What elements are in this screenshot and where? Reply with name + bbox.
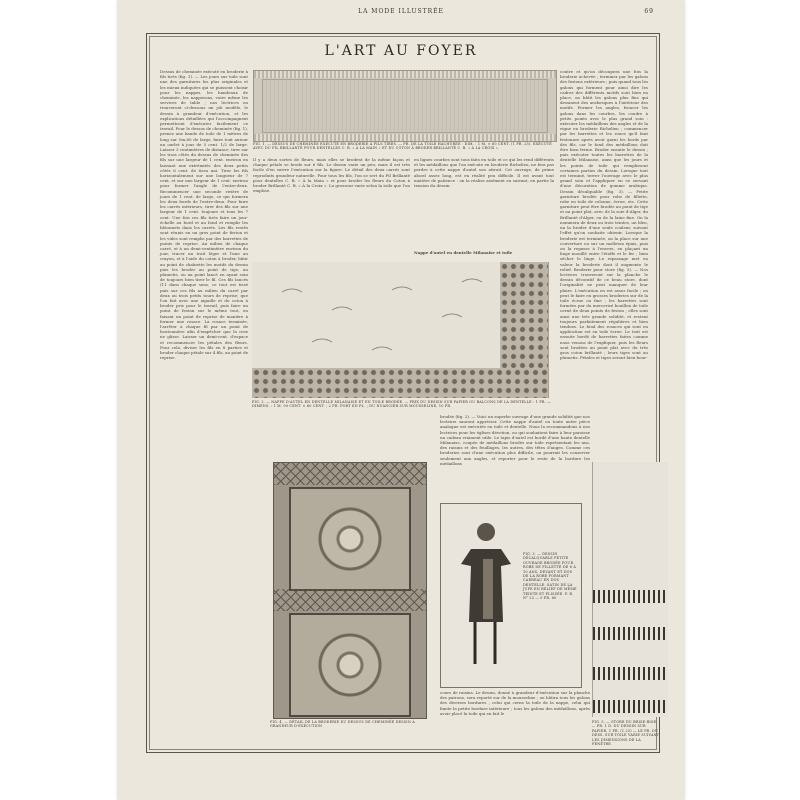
lace-mesh-middle xyxy=(274,589,426,611)
running-head xyxy=(118,6,684,18)
figure-3-girls-dress xyxy=(440,503,582,688)
milanese-lace-border-bottom xyxy=(252,368,548,398)
figure-2-altar-cloth xyxy=(252,262,549,398)
text-column-left: Dessus de cheminée exécuté en broderie à fils tirés (fig. 1). — Les jours sur toile sont une des garnitures les plus originales et les mieux indiquées qui se puissent choisir pour les nappes, les bandeaux de cheminée, les napperons, voire même les services de table ; nos lectrices en trouveront ci-dessous un joli modèle, le dessin à grandeur d'exécution, et les explications détaillées qui l'accompagnent permettront d'exécuter facilement ce travail. Pour le dessus de cheminée (fig. 1), prenez une bande de toile de 1 mètres de long sur 0m,60 de large, faire tout autour un ourlet à jour de 5 cent. 1/2 de large. Laisser 3 centimètres de distance, tirer sur les trois côtés du dessus de cheminée des fils sur une largeur de 1 cent. environ en laissant aux extrémités des deux petits côtés 6 cent. de tissu uni. Tirer les fils horizontalement sur une longueur de 7 cent. et sur une largeur de 1 cent. environ pour former l'angle de l'entre-deux. Recommencer une seconde rivière de jours de 1 cent. de large, ce qui formera les deux bords de l'entre-deux. Pour faire les carrés intérieurs, tirer des fils sur une largeur de 1 cent. toujours et tous les 7 cent. Une fois ces fils tirés faire un jour-échelle au bord et au fond et remplir les bâtonnets dans les carrés. Les fils restés sont réunis en un gros point de feston et les vides sont remplis par des barrettes de points de reprise. Au milieu de chaque carré, et à un demi-centimètre environ du jour, tracer un trait léger et l'une au crayon, et à l'aide du coton à broder, bâtir au point de chaînette les motifs du dessin puis les broder au point de tige, au plumetis, ou au point lancé en ayant soin de toujours bien tirer le fil. Ces fils lancés (11 dans chaque sens, ce tout est tissé puis sur ces fils au milieu du carré par deux ou trois petits tours de reprise; que l'on fait avec une aiguille et du coton à broder pris pour le travail, puis faire un point de feston sur le même tout, en faisant un point de reprise de manière à former une rosace. La rosace terminée, l'arrêter à chaque fil par un point de boutonnière afin d'empêcher que la rose ne glisse. Laisser un demi-cent. d'espace et recommencer les pétales des fleurs. Pour cela, diviser les fils en 8 parties et broder chaque pétale sur 4 fils, au point de reprise. xyxy=(160,69,248,361)
page-number: 69 xyxy=(644,8,654,15)
flower-square-lower xyxy=(289,613,411,717)
magazine-page xyxy=(118,0,684,800)
text-column-middle-a: Il y a deux sortes de fleurs, mais elles se brodent de la même façon et chaque pétale se brode sur 6 fils. Le dessin varie un peu, mais il est très facile d'en suivre l'exécution sur la figure. Le détail des deux carrés sont reproduits grandeur naturelle. Pour tous les fils, l'on se sert du Fil Brillanté pour dentelles C. B. « À la Main » et pour broder les fleurs du Coton à broder Brillanté C. B. « À la Croix ». La grosseur varie selon la toile que l'on emploie. xyxy=(253,157,410,194)
caption-fig1: FIG. 1. — DESSUS DE CHEMINÉE EXÉCUTÉ EN BRODERIE À FILS TIRÉS. — PR. DE LA TOILE HACHURÉE : DIM. : 1 M. × 60 CENT. (1 FR. 25). EXÉCUTÉ AVEC DU FIL BRILLANTÉ POUR DENTELLES C. B. « À LA MAIN » ET DU COTON À BRODER BRILLANTÉ C. B. « À LA CROIX ». xyxy=(253,142,552,151)
journal-title: LA MODE ILLUSTRÉE xyxy=(358,8,444,15)
lace-band-3 xyxy=(593,667,668,680)
drawn-thread-panel xyxy=(262,79,548,133)
figure-5-window-store xyxy=(592,462,668,717)
lace-band-2 xyxy=(593,627,668,640)
caption-fig4: FIG. 4. — DÉTAIL DE LA BRODERIE DU DESSUS DE CHEMINÉE DESSIN À GRANDEUR D'EXÉCUTION xyxy=(270,720,415,729)
lace-band-4 xyxy=(593,700,668,713)
caption-fig3: FIG. 3. — DESSIN DÉCALQUABLE PETITE OUVRAGE BRODÉE POUR ROBE DE FILLETTE DE 6 À 10 ANS, DEVANT ET DOS DE LA ROBE FORMANT CARREAU EN DOS DENTELLE. SATIN DE LA JUPE EN RELIEF DE MÊME TEINTE ET PLISSÉE. P. B. N° 23 — 0 FR. 80 xyxy=(523,552,577,601)
text-column-left-continued xyxy=(160,392,248,452)
lace-border-bottom xyxy=(254,134,556,141)
flower-square-upper xyxy=(289,487,411,591)
section-title: L'ART AU FOYER xyxy=(324,43,478,59)
text-column-brodee: brodée (fig. 2). — Voici un superbe ouvrage d'une grande solidité que nos lecteurs sauront apprécier. Cette nappe d'autel ou toute autre pièce analogue est exécutée en toile et dentelle. Nous la recommandons à nos lectrices pour les églises dévotion, ou qui souhaitent faire à leur paroisse un cadeau vraiment utile. Le tapis d'autel est bordé d'une haute dentelle Milanaise, coupée de médaillons brodés sur toile représentant les uns, des raisins et des feuillages, les autres, des têtes d'anges. Comme ces broderies sont d'une exécution plus difficile, on pourrait les conserver seulement aux angles, et reporter pour le reste de la bordure les médaillons xyxy=(440,414,590,466)
text-column-right: contre et qu'on découpera une fois la broderie achevée ; terminer par les galons des festons extérieurs ; puis quand tous les galons qui forment pour ainsi dire les cadres des différents motifs sont bien en place, on bâtit les galons plus fins qui dessinent des arabesques à l'intérieur des motifs. Former les angles, froncer les galons dans les courbes, les coudre à petits points avec le plus grand soin : exécuter les médaillons des angles et de la vigne en broderie Richelieu ; commencer par les barrettes et les roues qu'il faut festonner après avoir garni les bords par des fils, car le fond des médaillons doit être bien ferme. Broder ensuite le dessin ; puis exécuter toutes les barrettes de la dentelle Milanaise, ainsi que les jours et les points de toile qui remplissent certaines parties du dessin. Lorsque tout est terminé, terrer l'ouvrage avec le plus grand soin et l'appliquer en se servant d'une décoration de gomme arabique. Dessin décalquable (fig. 3). — Petite garniture brodée pour robe de fillette, robe en toile de colonne, écrue, etc. Cette garniture peut être brodée au point de tige et au point plat, avec de la soie d'Alger, du Brillanté d'Alger, ou de la laine fine. On la nommera de deux ou trois teintes, un bleu, un la broder d'une seule couleur, suivant l'effet qu'on souhaite obtenir. Lorsque la broderie est terminée, on la place sur une couverture ou sur un molleton épais, puis on la repasse à l'envers, en plaçant un linge mouillé entre l'étoffe et le fer ; bien sécher le linge. Le repassage met en valeur la broderie dont il augmente le relief. Broderie pour store (fig. 5). — Nos lectrices trouveront sur la planche le dessin décoratif de ce beau store, dont l'originalité ne peut manquer de leur plaire. L'exécution en est assez facile ; on peut le faire en grosses broderies sur de la toile écrue ou fine ; les barrettes sont formées par du mercerisé bouillon de toile cerné de deux points de feston ; elles sont ainsi une très grande solidité, et restent toujours parfaitement régulières et bien tendues. Le fond des rosaces qui sont en application est en toile écrue. Le tout est ensuite bordé de barrettes faites comme nous venons de l'expliquer, puis les fleurs sont brodées au point plat avec du très gros coton brillanté ; leurs tiges sont au plumetis. Pétales et tiges seront bien bour- xyxy=(560,69,648,361)
figure-4-embroidery-detail xyxy=(273,462,427,719)
lace-border-top xyxy=(254,71,556,78)
caption-fig2: FIG. 2. — NAPPE D'AUTEL EN DENTELLE MILANAISE ET EN TOILE BRODÉE. — PRIX DU DESSIN SUR PAPIER OU BALCONS DE LA DENTELLE : 1 FR. — DIMENS. : 1 M. 90 CENT. × 60 CENT. ; 2 FR. PORT EN PL. ; DU NUANCIER SUR MOUSSELINE, 10 FR. xyxy=(252,400,551,409)
text-column-middle-b: en lignes courbes sont tous faits en toile et ce qui les rend différents et les médaillons que l'on exécute en broderie Richelieu, ne fera pas perdre à cette nappe d'autel son attrait. Cet ouvrage, de prime abord assez long, est en réalité peu difficile. Il est avant tout matière de patience : on la réalise aisément en suivant, en partie la tension du dessin. xyxy=(414,157,554,189)
figure-1-mantel-cover xyxy=(253,70,557,142)
subheading-altar-cloth: Nappe d'autel en dentelle Milanaise et toile xyxy=(414,250,513,255)
embroidered-sprigs xyxy=(252,262,502,370)
caption-fig5: FIG. 5. — STORE DU BRISE-BISE. — PR. 1 D. DU DESSIN SUR PAPIER, 1 FR. (1.25) — LE PR. DU DESS. SUR TOILE VARIE SUIVANT LES DIMENSIONS DE LA FENÊTRE. xyxy=(592,720,660,747)
text-column-lower-right xyxy=(592,414,660,460)
lace-mesh-top xyxy=(274,463,426,485)
lace-band-1 xyxy=(593,590,668,603)
text-column-bottom: cours de raisins. Le dessin, donné à grandeur d'exécution sur la planche des patrons, sera reporté sur de la mousseline ; on bâtira tous les galons des diverses bordures ; celui qui cerne la toile de la nappe, celui qui limite la petite bordure intérieure ; tous les galons des médaillons, après avoir placé la toile qui en fait le xyxy=(440,690,590,716)
